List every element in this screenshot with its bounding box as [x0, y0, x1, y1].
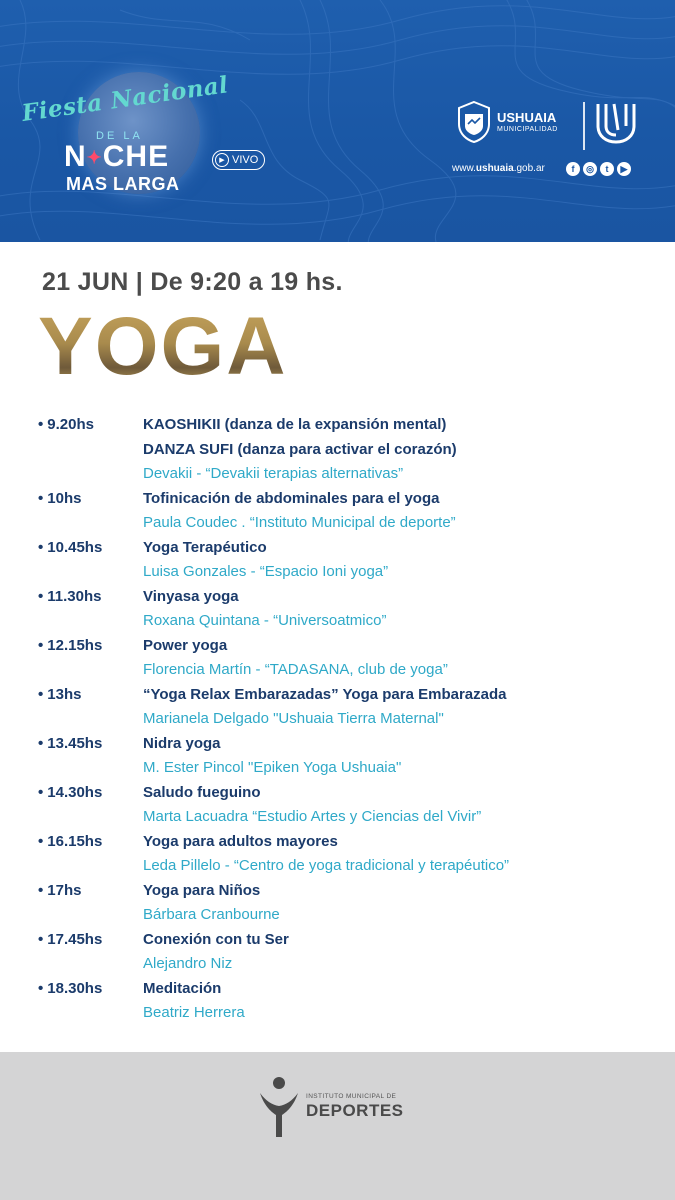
footer [0, 1052, 675, 1200]
time-label: • 18.30hs [38, 979, 103, 997]
noche-letter-n: N [64, 140, 87, 173]
activity-name: DANZA SUFI (danza para activar el corazón) [143, 440, 457, 458]
instructor-name: Devakii - “Devakii terapias alternativas” [143, 465, 404, 482]
instructor-name: Bárbara Cranbourne [143, 906, 280, 923]
time-label: • 9.20hs [38, 416, 94, 433]
play-icon: ▶ [215, 153, 229, 167]
time-label: • 11.30hs [38, 587, 102, 605]
schedule-item [38, 781, 668, 830]
schedule-item [38, 634, 668, 683]
website-url[interactable] [452, 163, 545, 174]
instructor-name: M. Ester Pincol "Epiken Yoga Ushuaia" [143, 759, 402, 776]
municipality-shield-icon [456, 100, 492, 144]
time-label: • 10.45hs [38, 538, 103, 556]
star-icon: ✦ [86, 147, 103, 168]
schedule-item [38, 879, 668, 928]
activity-name: Yoga para adultos mayores [143, 832, 338, 850]
activity-name: Yoga para Niños [143, 881, 261, 899]
time-label: • 13.45hs [38, 734, 103, 752]
instructor-name: Leda Pillelo - “Centro de yoga tradicional y terapéutico” [143, 857, 510, 874]
deportes-name: DEPORTES [306, 1101, 404, 1120]
header-banner [0, 0, 675, 242]
activity-name: Vinyasa yoga [143, 587, 239, 605]
activity-name: Yoga Terapéutico [143, 538, 267, 556]
instructor-name: Paula Coudec . “Instituto Municipal de deporte” [143, 514, 456, 531]
time-label: • 12.15hs [38, 636, 103, 654]
schedule-item [38, 683, 668, 732]
instructor-name: Alejandro Niz [143, 955, 233, 972]
vivo-badge[interactable] [212, 150, 265, 170]
noche-letters-che: CHE [102, 140, 170, 173]
schedule-item [38, 536, 668, 585]
festival-title-de-la: DE LA [96, 130, 143, 142]
social-icons [566, 162, 631, 176]
activity-name: “Yoga Relax Embarazadas” Yoga para Embarazada [143, 685, 507, 703]
time-label: • 10hs [38, 489, 82, 507]
activity-name: Saludo fueguino [143, 783, 261, 801]
logo-divider [583, 102, 585, 150]
time-label: • 14.30hs [38, 783, 103, 801]
festival-title-mas-larga: MAS LARGA [66, 174, 180, 194]
facebook-icon[interactable]: f [566, 162, 580, 176]
instructor-name: Florencia Martín - “TADASANA, club de yoga” [143, 661, 448, 678]
deportes-logo-icon [256, 1075, 302, 1139]
municipality-name: USHUAIA [497, 110, 557, 125]
activity-name: Meditación [143, 979, 222, 997]
ushuaia-u-logo-icon [594, 100, 638, 144]
schedule-item [38, 585, 668, 634]
instructor-name: Marianela Delgado "Ushuaia Tierra Maternal" [143, 710, 444, 727]
youtube-icon[interactable]: ▶ [617, 162, 631, 176]
time-label: • 13hs [38, 685, 82, 703]
instructor-name: Beatriz Herrera [143, 1004, 245, 1021]
schedule-item [38, 413, 668, 487]
instructor-name: Marta Lacuadra “Estudio Artes y Ciencias del Vivir” [143, 808, 482, 825]
time-label: • 17hs [38, 881, 82, 899]
instructor-name: Luisa Gonzales - “Espacio Ioni yoga” [143, 563, 389, 580]
twitter-icon[interactable]: t [600, 162, 614, 176]
activity-name: Nidra yoga [143, 734, 221, 752]
website-suffix: .gob.ar [513, 163, 545, 174]
page-title: YOGA [38, 301, 288, 392]
time-label: • 16.15hs [38, 832, 103, 850]
schedule-item [38, 830, 668, 879]
schedule-item [38, 977, 668, 1026]
schedule-item [38, 732, 668, 781]
schedule-list [38, 413, 668, 1026]
municipality-subtitle: MUNICIPALIDAD [497, 126, 558, 133]
vivo-label: VIVO [232, 154, 259, 166]
activity-name: Power yoga [143, 636, 228, 654]
deportes-subtitle: INSTITUTO MUNICIPAL DE [306, 1093, 397, 1100]
instagram-icon[interactable]: ◎ [583, 162, 597, 176]
website-domain: ushuaia [475, 163, 514, 174]
time-label: • 17.45hs [38, 930, 103, 948]
activity-name: KAOSHIKII (danza de la expansión mental) [143, 416, 447, 433]
event-date: 21 JUN | De 9:20 a 19 hs. [42, 268, 343, 296]
festival-title-script: Fiesta Nacional [20, 71, 231, 127]
festival-title-noche [64, 140, 169, 174]
instructor-name: Roxana Quintana - “Universoatmico” [143, 612, 387, 629]
website-prefix: www. [452, 163, 476, 174]
schedule-item [38, 928, 668, 977]
activity-name: Conexión con tu Ser [143, 930, 289, 948]
schedule-item [38, 487, 668, 536]
activity-name: Tofinicación de abdominales para el yoga [143, 489, 440, 507]
